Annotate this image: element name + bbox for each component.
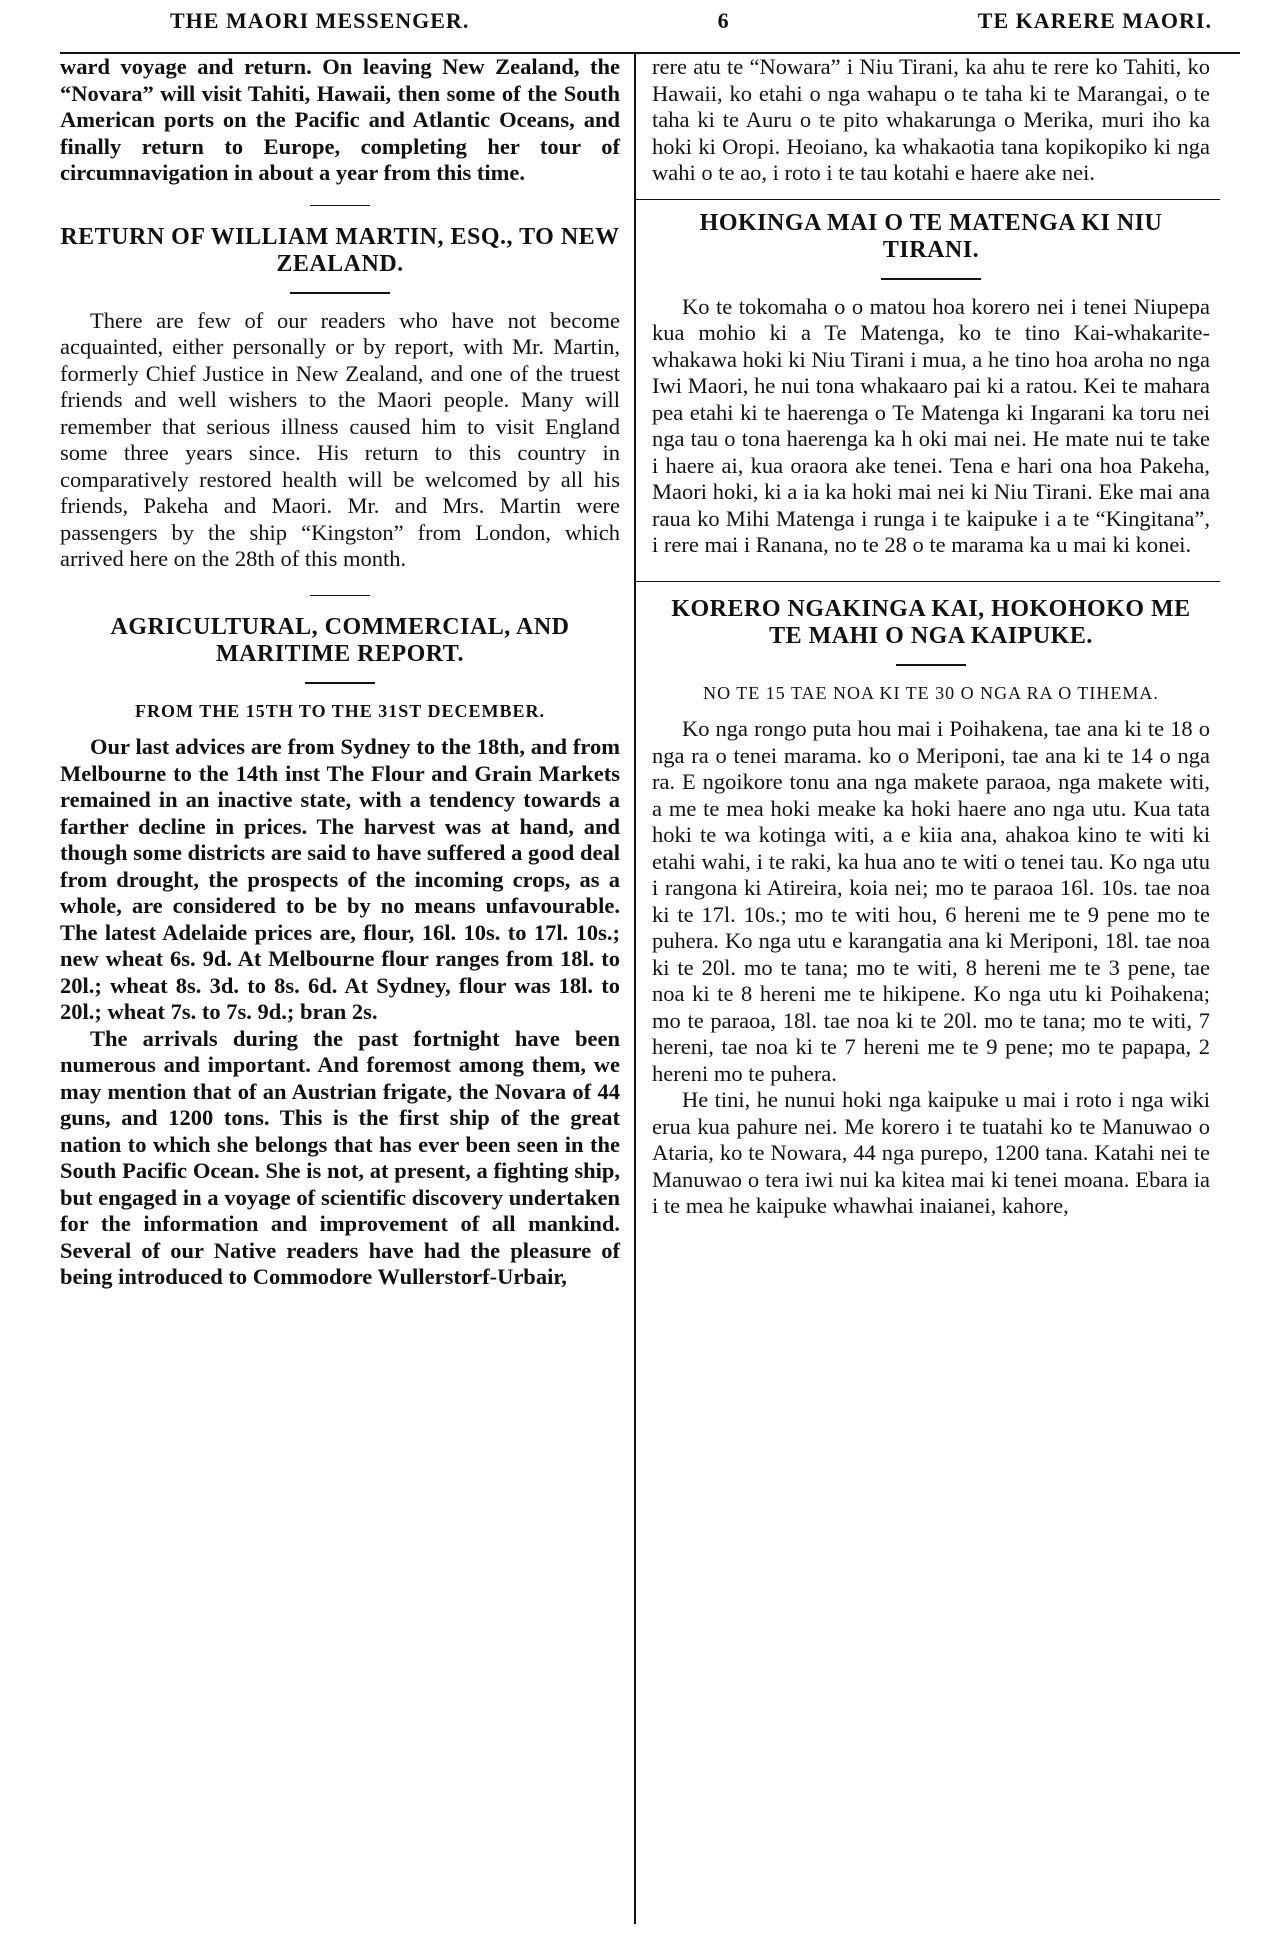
masthead-maori-title: TE KARERE MAORI. bbox=[977, 8, 1212, 33]
novara-continuation-maori: rere atu te “Nowara” i Niu Tirani, ka ahu te rere ko Tahiti, ko Hawaii, ko etahi o nga wahapu o te taha ki te Marangai, o te taha ki te Auru o te pito whakarunga o Merika, muri iho ka hoki ki Oropi. Heoiano, ka whakaotia tana kopikopiko ki nga wahi o te ao, i roto i te tau kotahi e haere ake nei. bbox=[652, 54, 1210, 185]
report-heading: AGRICULTURAL, COMMERCIAL, AND MARITIME REPORT. bbox=[110, 613, 570, 667]
heading-rule bbox=[881, 278, 981, 280]
novara-continuation: ward voyage and return. On leaving New Zealand, the “Novara” will visit Tahiti, Hawaii, then some of the South American ports on the Pacific and Atlantic Oceans, and finally return to Europe, completing her tour of circumnavigation in about a year from this time. bbox=[60, 54, 620, 185]
report-heading-maori: KORERO NGAKINGA KAI, HOKOHOKO ME TE MAHI O NGA KAIPUKE. bbox=[671, 595, 1191, 649]
heading-rule bbox=[896, 664, 966, 666]
page-number: 6 bbox=[717, 8, 730, 33]
columns bbox=[60, 54, 1240, 1924]
martin-article-maori: Ko te tokomaha o o matou hoa korero nei i tenei Niupepa kua mohio ki a Te Matenga, ko te tino Kai-whakarite-whakawa hoki ki Niu Tirani i mua, a he tino hoa aroha no nga Iwi Maori, he nui tona whakaaro pai ki a ratou. Kei te mahara pea etahi ki te haerenga o Te Matenga ki Ingarani ka toru nei nga tau o tona haerenga ka h oki mai nei. He mate nui te take i haere ai, kua oraora ake tenei. Tena e hari ona hoa Pakeha, Maori hoki, ki a ia ka hoki mai nei ki Niu Tirani. Eke mai ana raua ko Mihi Matenga i runga i te kaipuke i a te “Kingitana”, i rere mai i Ranana, no te 28 o te marama ka u mai ki konei. bbox=[652, 293, 1210, 557]
masthead-english-title: THE MAORI MESSENGER. bbox=[170, 8, 470, 33]
section-rule bbox=[310, 205, 370, 206]
report-arrivals-paragraph-maori: He tini, he nunui hoki nga kaipuke u mai i roto i nga wiki erua kua pahure nei. Me korero i te tuatahi ko te Manuwao o Ataria, ko te Nowara, 44 nga purepo, 1200 tana. Katahi nei te Manuwao o tera iwi nui ka kitea mai ki tenei moana. Ebara ia i te mea he kaipuke whawhai inaianei, kahore, bbox=[652, 1087, 1210, 1218]
report-date-range: FROM THE 15TH TO THE 31ST DECEMBER. bbox=[135, 700, 545, 721]
section-rule bbox=[636, 581, 1220, 582]
martin-heading: RETURN OF WILLIAM MARTIN, ESQ., TO NEW ZEALAND. bbox=[60, 223, 620, 277]
report-markets-paragraph-maori: Ko nga rongo puta hou mai i Poihakena, tae ana ki te 18 o nga ra o tenei marama. ko o Meriponi, tae ana ki te 14 o nga ra. E ngoikore tonu ana nga makete paraoa, nga makete witi, a me te mea hoki meake ka hoki haere ano nga utu. Kua tata hoki te wa kotinga witi, a e kiia ana, ahakoa kino te witi ki etahi wahi, i te raki, ka hua ano te witi o tenei tau. Ko nga utu i rangona ki Atireira, koia nei; mo te paraoa 16l. 10s. tae noa ki te 17l. 10s.; mo te witi hou, 6 hereni me te 9 pene mo te puhera. Ko nga utu e karangatia ana ki Meriponi, 18l. tae noa ki te 20l. mo te tana; mo te witi, 8 hereni me te 3 pene, tae noa ki te 8 hereni me te hikipene. Ko nga utu ki Poihakena; mo te paraoa, 18l. tae noa ki te 20l. mo te tana; mo te witi, 7 hereni, tae noa ki te 7 hereni me te 9 pene; mo te papapa, 2 hereni mo te puhera. bbox=[652, 716, 1210, 1086]
report-markets-paragraph: Our last advices are from Sydney to the 18th, and from Melbourne to the 14th inst The Flour and Grain Markets remained in an inactive state, with a tendency towards a farther decline in prices. The harvest was at hand, and though some districts are said to have suffered a good deal from drought, the prospects of the incoming crops, as a whole, are considered to be by no means unfavourable. The latest Adelaide prices are, flour, 16l. 10s. to 17l. 10s.; new wheat 6s. 9d. At Melbourne flour ranges from 18l. to 20l.; wheat 8s. 3d. to 8s. 6d. At Sydney, flour was 18l. to 20l.; wheat 7s. to 7s. 9d.; bran 2s. bbox=[60, 734, 620, 1024]
martin-article: There are few of our readers who have not become acquainted, either personally or by report, with Mr. Martin, formerly Chief Justice in New Zealand, and one of the truest friends and well wishers to the Maori people. Many will remember that serious illness caused him to visit England some three years since. His return to this country in comparatively restored health will be welcomed by all his friends, Pakeha and Maori. Mr. and Mrs. Martin were passengers by the ship “Kingston” from London, which arrived here on the 28th of this month. bbox=[60, 307, 620, 571]
heading-rule bbox=[290, 292, 390, 294]
section-rule bbox=[636, 199, 1220, 200]
martin-heading-maori: HOKINGA MAI O TE MATENGA KI NIU TIRANI. bbox=[699, 209, 1163, 263]
masthead bbox=[60, 8, 1240, 34]
english-column bbox=[60, 54, 634, 1924]
heading-rule bbox=[305, 682, 375, 684]
maori-column bbox=[636, 54, 1210, 1924]
report-arrivals-paragraph: The arrivals during the past fortnight have been numerous and important. And foremost among them, we may mention that of an Austrian frigate, the Novara of 44 guns, and 1200 tons. This is the first ship of the great nation to which she belongs that has ever been seen in the South Pacific Ocean. She is not, at present, a fighting ship, but engaged in a voyage of scientific discovery undertaken for the information and improvement of all mankind. Several of our Native readers have had the pleasure of being introduced to Commodore Wullerstorf-Urbair, bbox=[60, 1025, 620, 1289]
section-rule bbox=[310, 595, 370, 596]
report-date-range-maori: NO TE 15 TAE NOA KI TE 30 O NGA RA O TIHEMA. bbox=[703, 682, 1159, 703]
